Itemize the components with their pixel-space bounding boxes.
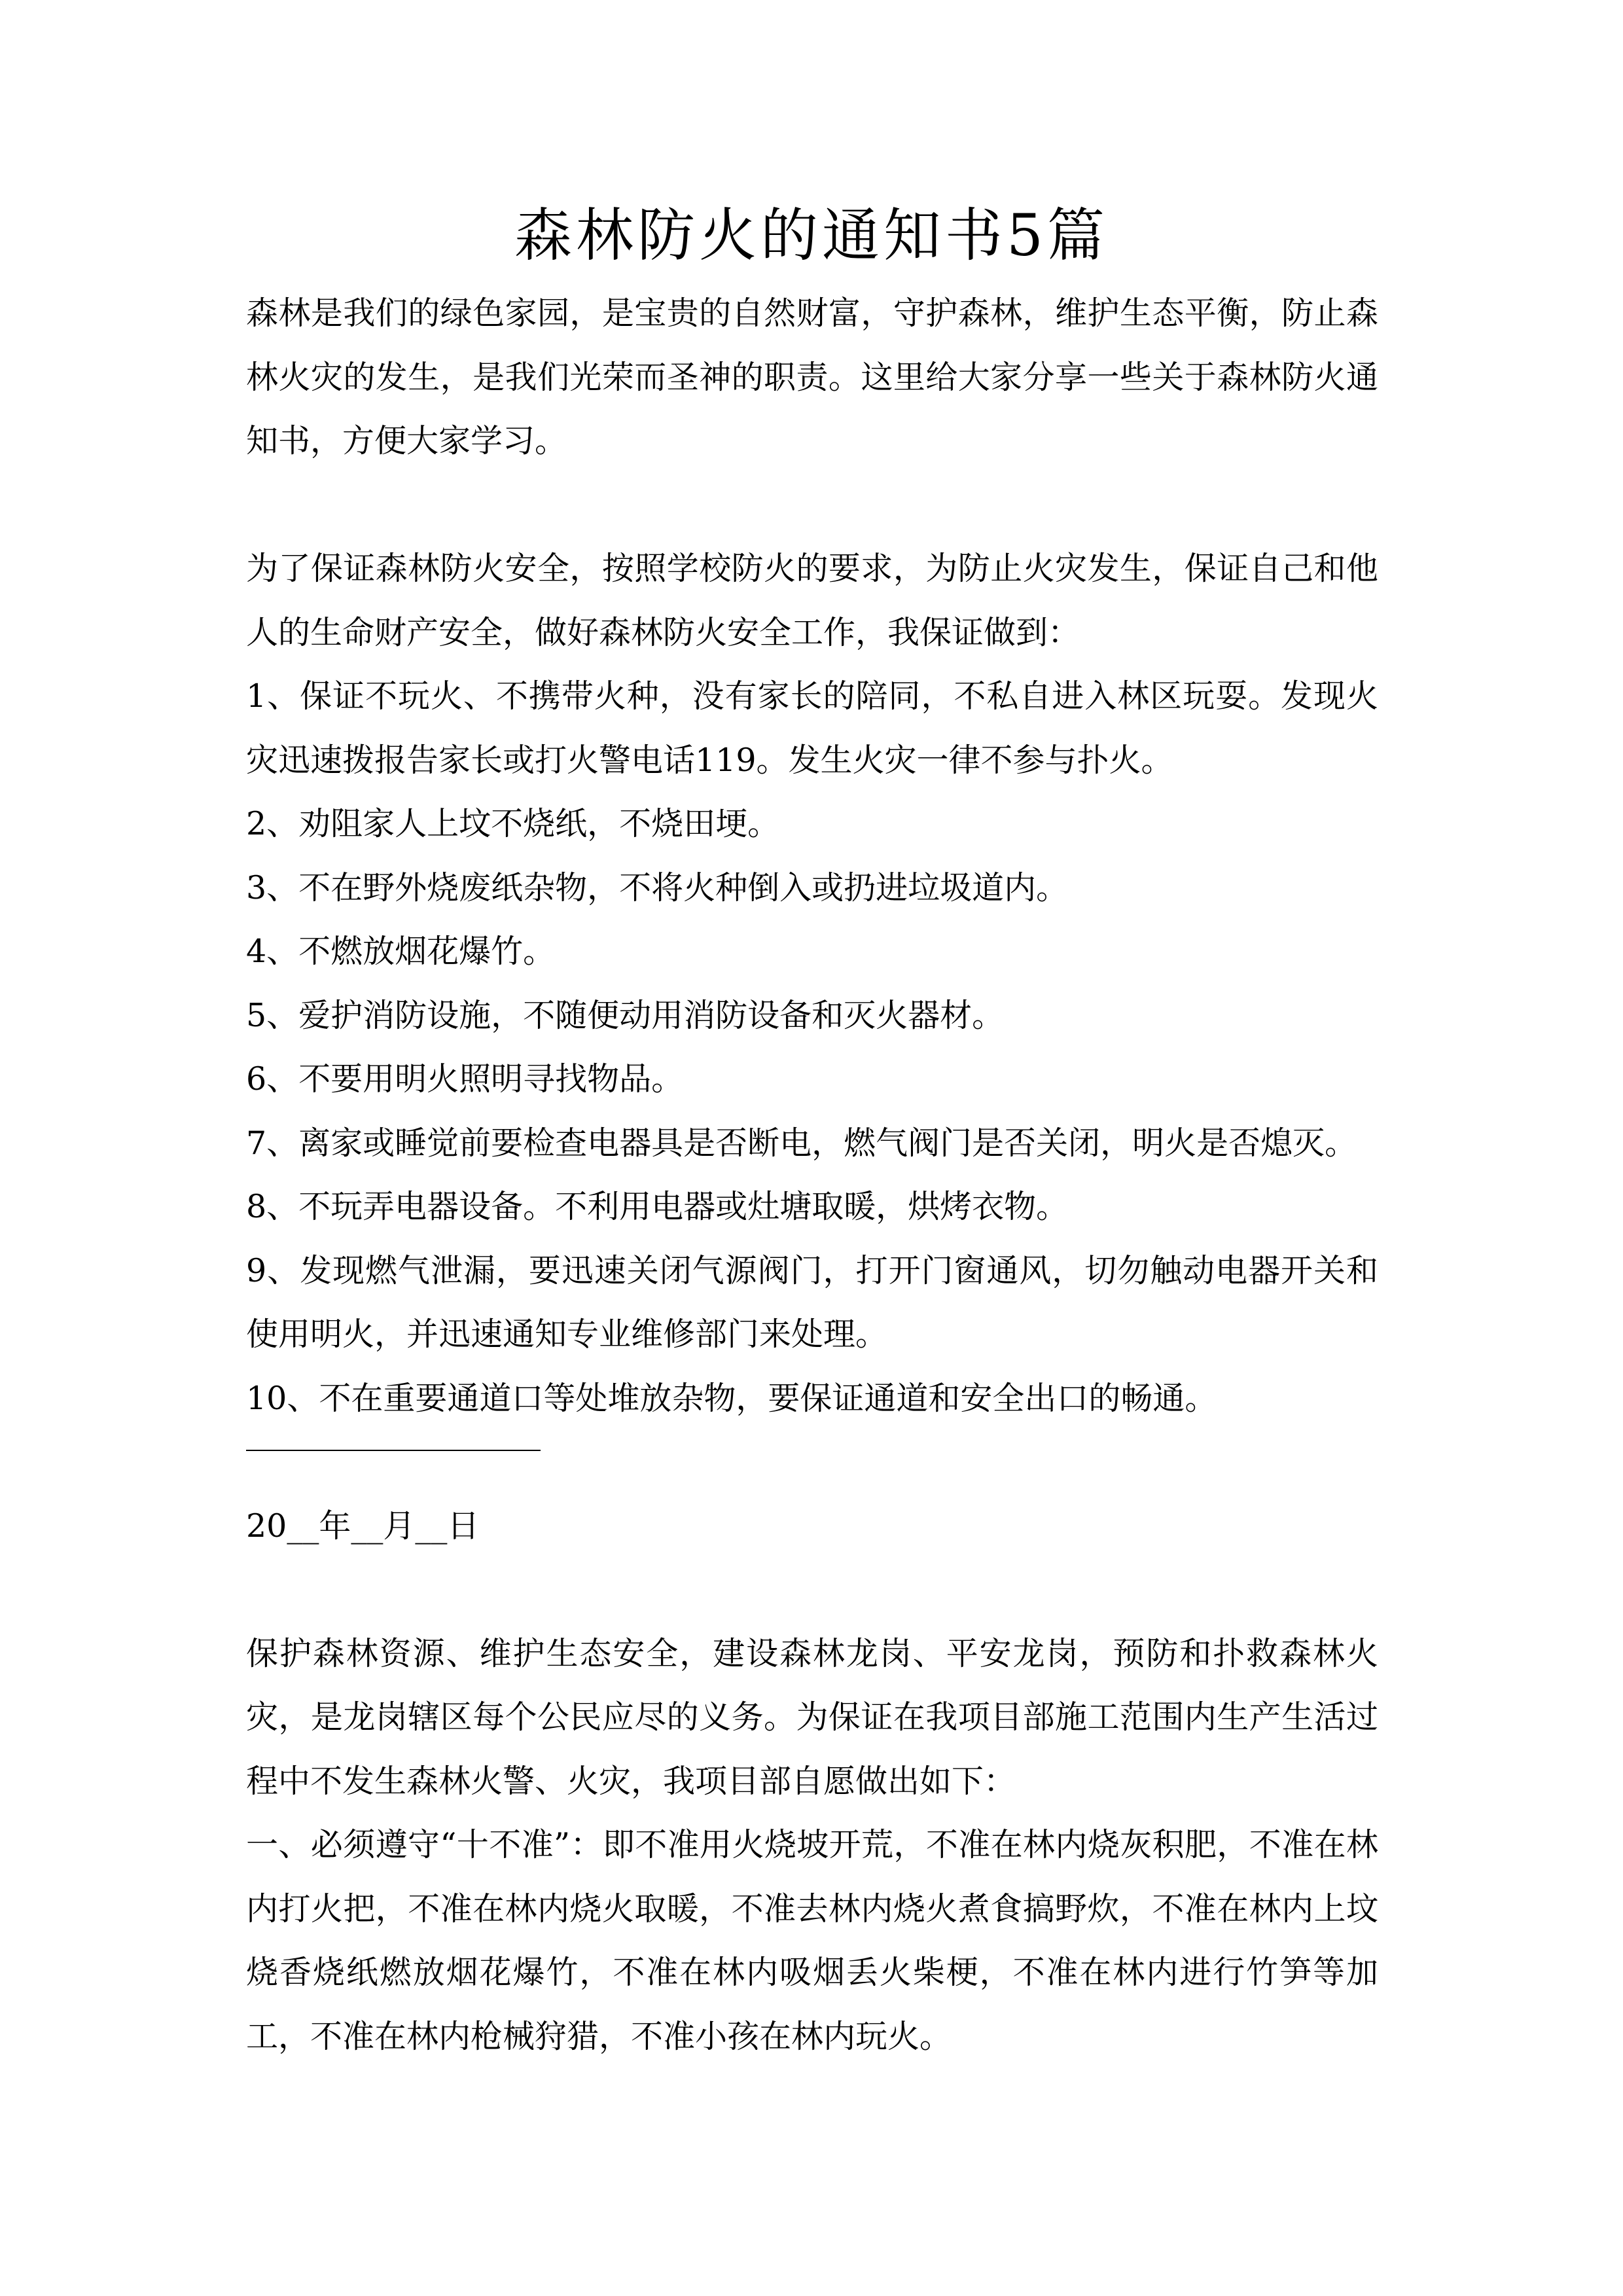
signature-divider-row: [246, 1430, 1378, 1494]
blank-line: [246, 473, 1378, 537]
signature-line: [246, 1450, 541, 1451]
section1-item-3: 3、不在野外烧废纸杂物，不将火种倒入或扔进垃圾道内。: [246, 869, 1069, 906]
section1-lead-paragraph: 为了保证森林防火安全，按照学校防火的要求，为防止火灾发生，保证自己和他人的生命财产安全，做好森林防火安全工作，我保证做到：: [246, 550, 1378, 651]
section1-item-4: 4、不燃放烟花爆竹。: [246, 933, 556, 970]
section1-item-6: 6、不要用明火照明寻找物品。: [246, 1060, 684, 1098]
section2-lead-paragraph: 保护森林资源、维护生态安全，建设森林龙岗、平安龙岗，预防和扑救森林火灾，是龙岗辖区每个公民应尽的义务。为保证在我项目部施工范围内生产生活过程中不发生森林火警、火灾，我项目部自愿做出如下：: [246, 1634, 1378, 1800]
section1-item-8: 8、不玩弄电器设备。不利用电器或灶塘取暖，烘烤衣物。: [246, 1188, 1069, 1225]
blank-line: [246, 1558, 1378, 1622]
section2-item-1: 一、必须遵守“十不准”：即不准用火烧坡开荒，不准在林内烧灰积肥，不准在林内打火把，不准在林内烧火取暖，不准去林内烧火煮食搞野炊，不准在林内上坟烧香烧纸燃放烟花爆竹，不准在林内吸烟丢火柴梗，不准在林内进行竹笋等加工，不准在林内枪械狩猎，不准小孩在林内玩火。: [246, 1826, 1378, 2055]
document-title: 森林防火的通知书5篇: [514, 202, 1109, 269]
section1-item-7: 7、离家或睡觉前要检查电器具是否断电，燃气阀门是否关闭，明火是否熄灭。: [246, 1124, 1357, 1162]
section1-item-5: 5、爱护消防设施，不随便动用消防设备和灭火器材。: [246, 996, 1005, 1034]
section1-item-9: 9、发现燃气泄漏，要迅速关闭气源阀门，打开门窗通风，切勿触动电器开关和使用明火，并迅速通知专业维修部门来处理。: [246, 1251, 1378, 1353]
section1-item-2: 2、劝阻家人上坟不烧纸，不烧田埂。: [246, 805, 780, 842]
document-body: [246, 281, 1378, 2068]
date-line: 20__年__月__日: [246, 1507, 480, 1545]
section1-item-1: 1、保证不玩火、不携带火种，没有家长的陪同，不私自进入林区玩耍。发现火灾迅速拨报告家长或打火警电话119。发生火灾一律不参与扑火。: [246, 677, 1378, 779]
section1-item-10: 10、不在重要通道口等处堆放杂物，要保证通道和安全出口的畅通。: [246, 1379, 1217, 1417]
intro-paragraph: 森林是我们的绿色家园，是宝贵的自然财富，守护森林，维护生态平衡，防止森林火灾的发生，是我们光荣而圣神的职责。这里给大家分享一些关于森林防火通知书，方便大家学习。: [246, 295, 1378, 459]
